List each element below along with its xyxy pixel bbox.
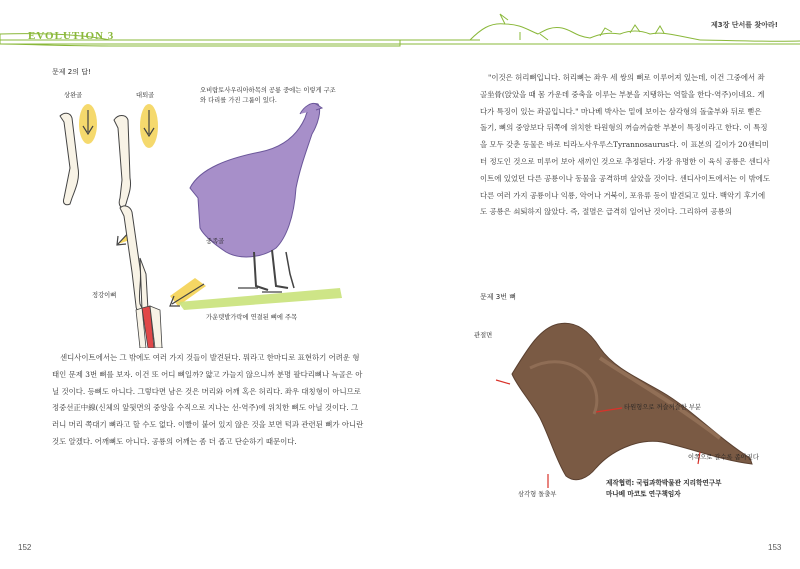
middle-toe-note: 가운뎃발가락에 연결된 뼈에 주목 xyxy=(206,314,298,321)
triangle-process-label: 삼각형 돌출부 xyxy=(518,491,557,498)
raptor-note: 오비랍토사우리아하목의 공룡 중에는 이렇게 구조와 다리를 가진 그룹이 있다. xyxy=(200,87,336,104)
femur-label: 대퇴골 xyxy=(136,92,155,99)
right-page xyxy=(400,48,800,569)
figure-caption-bone3: 문제 3번 뼈 xyxy=(480,293,516,301)
section-label: EVOLUTION 3 xyxy=(28,30,115,42)
page-number-right: 153 xyxy=(768,543,782,552)
metatarsal-label: 중족골 xyxy=(206,238,225,245)
photo-credit: 제작협력: 국립과학박물관 지리학연구부 마나베 마코토 연구책임자 xyxy=(606,479,722,498)
right-body-text xyxy=(480,70,770,221)
rough-area-label: 타원형으로 꺼슬꺼슬한 부분 xyxy=(624,404,701,411)
oviraptor-figure xyxy=(190,104,320,257)
left-paragraph: 센디사이트에서는 그 밖에도 여러 가지 것들이 발견된다. 뭐라고 한마디로 표현하기 어려운 형태인 문제 3번 뼈를 보자. 이건 또 어디 뼈일까? 얇고 가늘지 않으니까 분명 팔다리뼈나 늑골은 아닐 것이다. 등뼈도 아니다. 그렇다면 남은 것은 머리와 어깨 혹은 허리다. 좌우 대칭형이 아니므로 정중선正中線(신체의 앞뒷면의 중앙을 수직으로 지나는 선-역주)에 위치한 뼈도 아닐 것이다. 그러니 머리 쪽대기 뼈라고 할 수도 없다. 이빨이 붙어 있지 않은 것을 보면 턱과 관련된 뼈가 아니란 것도 알겠다. 어깨뼈도 아니다. 공룡의 어깨는 좀 더 좁고 단순하기 때문이다. xyxy=(52,353,364,446)
tibia-label: 정강이뼈 xyxy=(92,292,117,299)
thin-back-label: 이쪽으로 갈수록 좁아진다 xyxy=(688,454,759,461)
humerus-label: 상완골 xyxy=(64,92,83,99)
chapter-title: 제3장 단서를 찾아라! xyxy=(710,21,778,29)
ischium-bone-photo xyxy=(400,288,800,548)
right-paragraph: "이것은 허리뼈입니다. 허리뼈는 좌우 세 쌍의 뼈로 이루어져 있는데, 이건 그중에서 좌골坐骨(앉았을 때 몸 가운데 중축을 이루는 부분을 지탱하는 역할을 한다-역주)이네요. 게다가 특징이 있는 좌골입니다." 마나베 박사는 밑에 보이는 삼각형의 돌출부와 뒤로 뻗은 돌기, 뼈의 중앙보다 뒤쪽에 위치한 타원형의 꺼슬꺼슬한 부분이 특징이라고 한다. 이 특징을 모두 갖춘 동물은 바로 티라노사우루스Tyrannosaurus다. 이 표본의 길이가 20센티미터 정도인 것으로 미루어 보아 새끼인 것으로 추정된다. 가장 유명한 이 육식 공룡은 센디사이트에 있었던 다른 공룡이나 동물을 공격하며 살았을 것이다. 센디사이트에서는 이 밖에도 다른 여러 가지 공룡이나 익룡, 악어나 거북이, 포유류 등이 발견되고 있다. 백악기 후기에도 공룡은 쇠퇴하지 않았다. 즉, 절멸은 급격히 일어난 것이다. 그리하여 공룡의 xyxy=(480,73,771,217)
page-number-left: 152 xyxy=(18,543,32,552)
left-body-text xyxy=(52,350,364,451)
left-page xyxy=(0,48,400,569)
figure-caption-answer: 문제 2의 답! xyxy=(52,68,91,76)
page-header xyxy=(0,0,800,48)
joint-surface-label: 관절면 xyxy=(474,332,493,339)
header-decoration xyxy=(0,0,800,48)
